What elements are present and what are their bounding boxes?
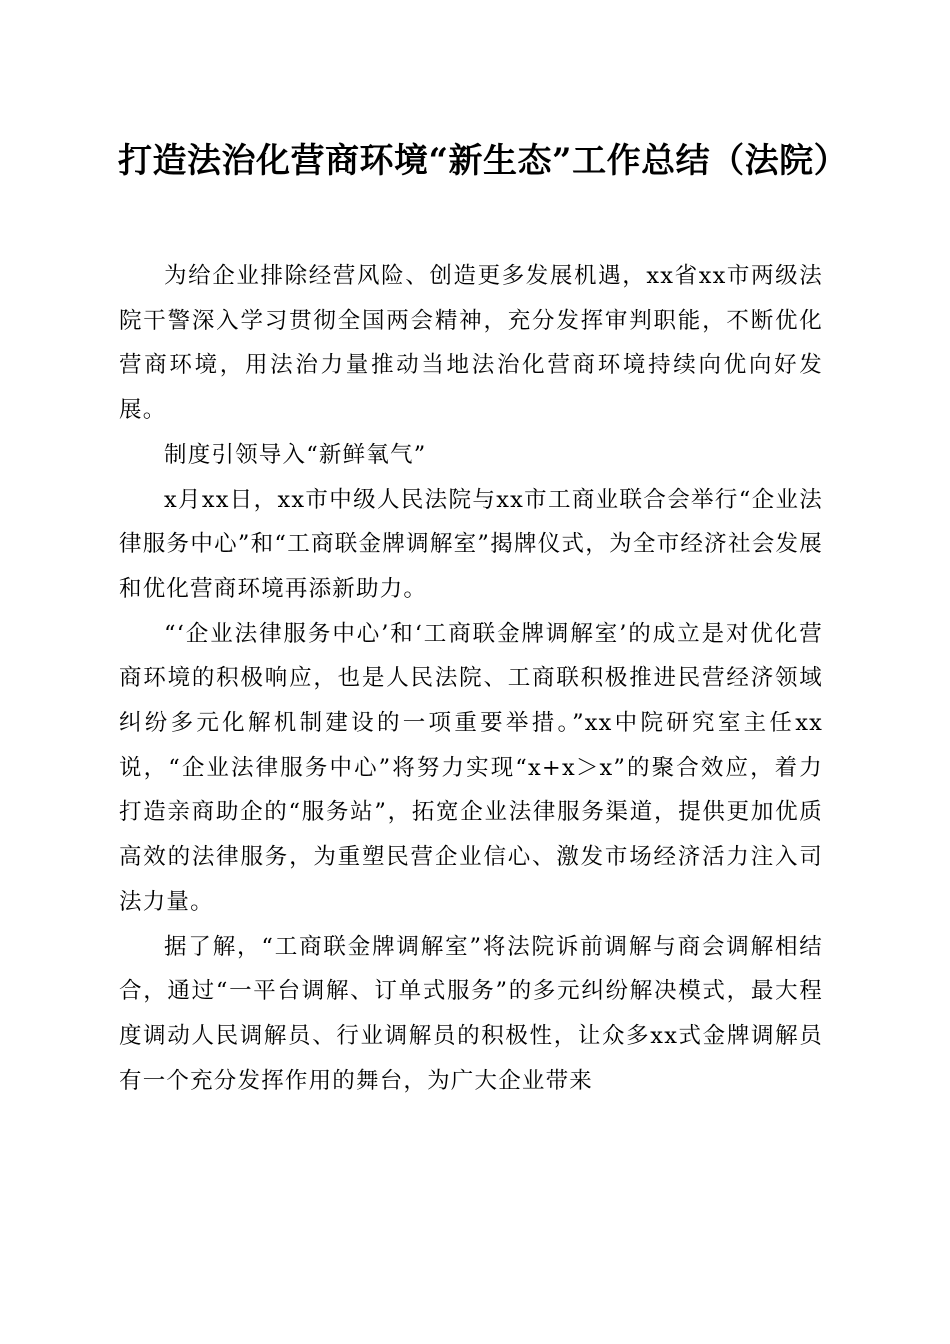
- document-body: [119, 254, 823, 1103]
- paragraph-mediation: 据了解，“工商联金牌调解室”将法院诉前调解与商会调解相结合，通过“一平台调解、订单式服务”的多元纠纷解决模式，最大程度调动人民调解员、行业调解员的积极性，让众多xx式金牌调解员有一个充分发挥作用的舞台，为广大企业带来: [119, 933, 823, 1094]
- paragraph-quote: “‘企业法律服务中心’和‘工商联金牌调解室’的成立是对优化营商环境的积极响应，也是人民法院、工商联积极推进民营经济领域纠纷多元化解机制建设的一项重要举措。”xx中院研究室主任xx说，“企业法律服务中心”将努力实现“x+x＞x”的聚合效应，着力打造亲商助企的“服务站”，拓宽企业法律服务渠道，提供更加优质高效的法律服务，为重塑民营企业信心、激发市场经济活力注入司法力量。: [119, 620, 823, 915]
- paragraph-intro: 为给企业排除经营风险、创造更多发展机遇，xx省xx市两级法院干警深入学习贯彻全国两会精神，充分发挥审判职能，不断优化营商环境，用法治力量推动当地法治化营商环境持续向优向好发展。: [119, 263, 823, 424]
- paragraph-ceremony: x月xx日，xx市中级人民法院与xx市工商业联合会举行“企业法律服务中心”和“工商联金牌调解室”揭牌仪式，为全市经济社会发展和优化营商环境再添新助力。: [119, 486, 823, 602]
- section-heading: 制度引领导入“新鲜氧气”: [164, 441, 427, 468]
- document-title: 打造法治化营商环境“新生态”工作总结（法院）: [118, 141, 849, 181]
